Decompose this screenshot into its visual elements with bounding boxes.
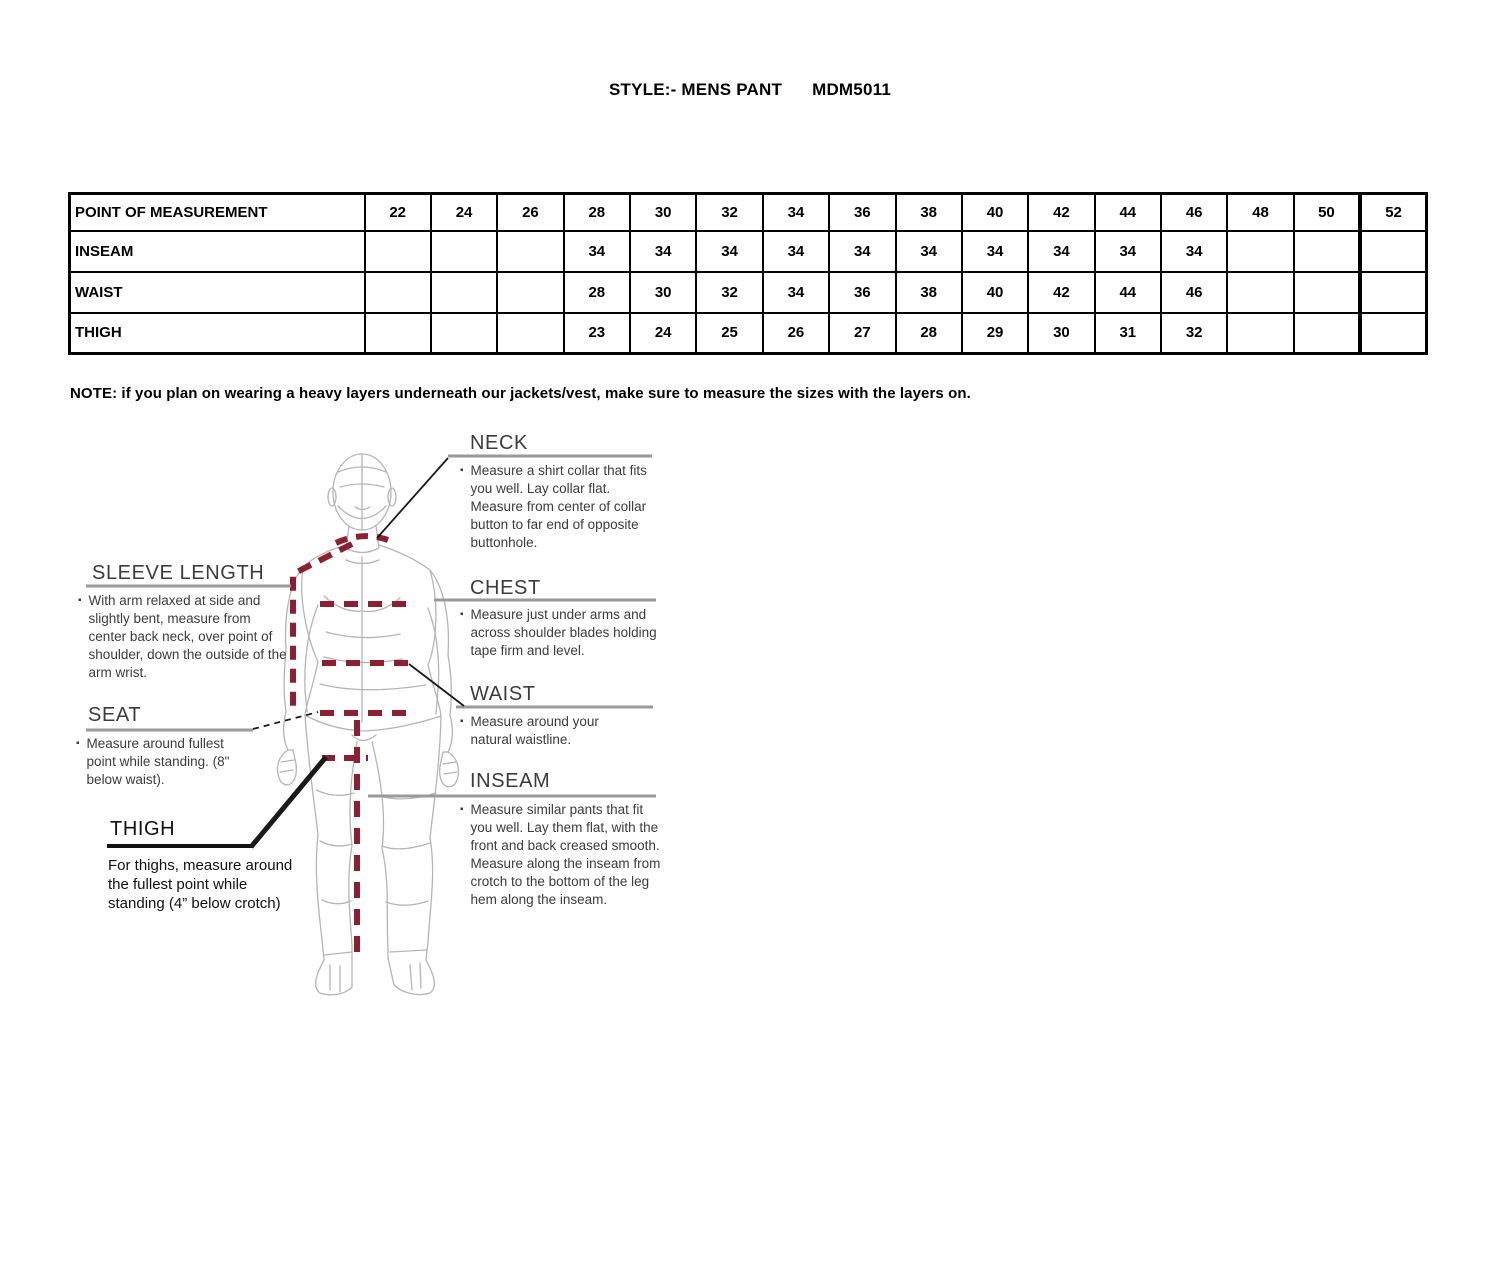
seat-pointer-line: [253, 712, 318, 729]
size-table-head: [70, 194, 1427, 231]
size-cell: 25: [696, 313, 762, 354]
size-cell: 23: [564, 313, 630, 354]
size-cell: [1227, 231, 1293, 272]
bullet-icon: ▪: [460, 716, 464, 727]
size-cell: 30: [630, 272, 696, 313]
size-cell: 28: [896, 313, 962, 354]
size-cell: 34: [962, 231, 1028, 272]
chest-label: CHEST: [470, 577, 541, 599]
size-cell: 34: [829, 231, 895, 272]
sleeve-length-description: ▪ With arm relaxed at side and slightly bent, measure from center back neck, over point of shoulder, down the outside of the arm wrist.: [78, 593, 287, 680]
bullet-icon: ▪: [78, 595, 82, 606]
size-cell: 31: [1095, 313, 1161, 354]
size-column-header: 44: [1095, 194, 1161, 231]
size-cell: 46: [1161, 272, 1227, 313]
size-cell: 27: [829, 313, 895, 354]
size-cell: 26: [763, 313, 829, 354]
size-cell: 30: [1028, 313, 1094, 354]
bullet-icon: ▪: [76, 738, 80, 749]
size-column-header: 32: [696, 194, 762, 231]
size-cell: [365, 272, 431, 313]
size-cell: 34: [896, 231, 962, 272]
size-cell: 44: [1095, 272, 1161, 313]
inseam-label: INSEAM: [470, 770, 551, 792]
table-row: [70, 231, 1427, 272]
size-cell: 34: [1028, 231, 1094, 272]
size-cell: 34: [564, 231, 630, 272]
size-cell: [1360, 231, 1426, 272]
style-code: MDM5011: [812, 80, 891, 99]
measurement-column-header: POINT OF MEASUREMENT: [70, 194, 365, 231]
style-label: STYLE:- MENS PANT: [609, 80, 783, 99]
size-cell: [1227, 313, 1293, 354]
size-column-header: 38: [896, 194, 962, 231]
waist-pointer-line: [409, 664, 464, 706]
size-cell: [1294, 313, 1360, 354]
size-cell: 42: [1028, 272, 1094, 313]
size-column-header: 26: [497, 194, 563, 231]
note-text: NOTE: if you plan on wearing a heavy layers underneath our jackets/vest, make sure to measure the sizes with the layers on.: [70, 385, 971, 402]
size-cell: [497, 231, 563, 272]
size-cell: 28: [564, 272, 630, 313]
size-cell: [1360, 272, 1426, 313]
size-cell: [431, 231, 497, 272]
size-cell: [365, 313, 431, 354]
size-cell: [431, 272, 497, 313]
size-table-body: [70, 231, 1427, 354]
size-cell: 29: [962, 313, 1028, 354]
size-cell: [497, 313, 563, 354]
size-cell: [1294, 231, 1360, 272]
bullet-icon: ▪: [460, 465, 464, 476]
size-column-header: 34: [763, 194, 829, 231]
size-cell: 32: [696, 272, 762, 313]
inseam-description: ▪ Measure similar pants that fit you well. Lay them flat, with the front and back creased smooth. Measure along the inseam from crotch to the bottom of the leg hem along the inseam.: [460, 802, 661, 907]
size-cell: 34: [1161, 231, 1227, 272]
neck-measure-line: [336, 536, 388, 543]
size-column-header: 40: [962, 194, 1028, 231]
size-cell: [365, 231, 431, 272]
size-cell: 40: [962, 272, 1028, 313]
row-label: INSEAM: [70, 231, 365, 272]
size-column-header: 50: [1294, 194, 1360, 231]
size-cell: [1294, 272, 1360, 313]
size-cell: [1360, 313, 1426, 354]
header-row: [70, 194, 1427, 231]
table-row: [70, 272, 1427, 313]
size-column-header: 52: [1360, 194, 1426, 231]
row-label: WAIST: [70, 272, 365, 313]
bullet-icon: ▪: [460, 804, 464, 815]
size-column-header: 48: [1227, 194, 1293, 231]
size-cell: 36: [829, 272, 895, 313]
size-cell: [497, 272, 563, 313]
size-cell: [1227, 272, 1293, 313]
size-cell: 24: [630, 313, 696, 354]
chest-description: ▪ Measure just under arms and across shoulder blades holding tape firm and level.: [460, 607, 657, 658]
size-column-header: 42: [1028, 194, 1094, 231]
size-cell: 34: [763, 272, 829, 313]
size-column-header: 30: [630, 194, 696, 231]
size-cell: 34: [696, 231, 762, 272]
size-cell: 32: [1161, 313, 1227, 354]
neck-description: ▪ Measure a shirt collar that fits you well. Lay collar flat. Measure from center of collar button to far end of opposite buttonhole.: [460, 463, 647, 550]
size-column-header: 24: [431, 194, 497, 231]
human-figure-wireframe: [277, 454, 458, 995]
size-cell: 34: [630, 231, 696, 272]
size-cell: 34: [763, 231, 829, 272]
bullet-icon: ▪: [460, 609, 464, 620]
sleeve-measure-line: [293, 544, 352, 710]
waist-description: ▪ Measure around your natural waistline.: [460, 714, 599, 747]
seat-description: ▪ Measure around fullest point while standing. (8" below waist).: [76, 736, 230, 787]
sleeve-length-label: SLEEVE LENGTH: [92, 562, 265, 584]
neck-pointer-line: [377, 458, 448, 538]
waist-label: WAIST: [470, 683, 536, 705]
size-cell: 38: [896, 272, 962, 313]
seat-label: SEAT: [88, 704, 142, 726]
size-column-header: 36: [829, 194, 895, 231]
size-column-header: 28: [564, 194, 630, 231]
row-label: THIGH: [70, 313, 365, 354]
thigh-label: THIGH: [110, 818, 176, 840]
thigh-description: For thighs, measure around the fullest point while standing (4” below crotch): [108, 857, 293, 913]
size-column-header: 22: [365, 194, 431, 231]
size-cell: 34: [1095, 231, 1161, 272]
size-cell: [431, 313, 497, 354]
measurement-lines: [293, 536, 412, 952]
size-table: [68, 192, 1428, 355]
neck-label: NECK: [470, 432, 528, 454]
page-title: [0, 80, 1500, 100]
size-column-header: 46: [1161, 194, 1227, 231]
table-row: [70, 313, 1427, 354]
